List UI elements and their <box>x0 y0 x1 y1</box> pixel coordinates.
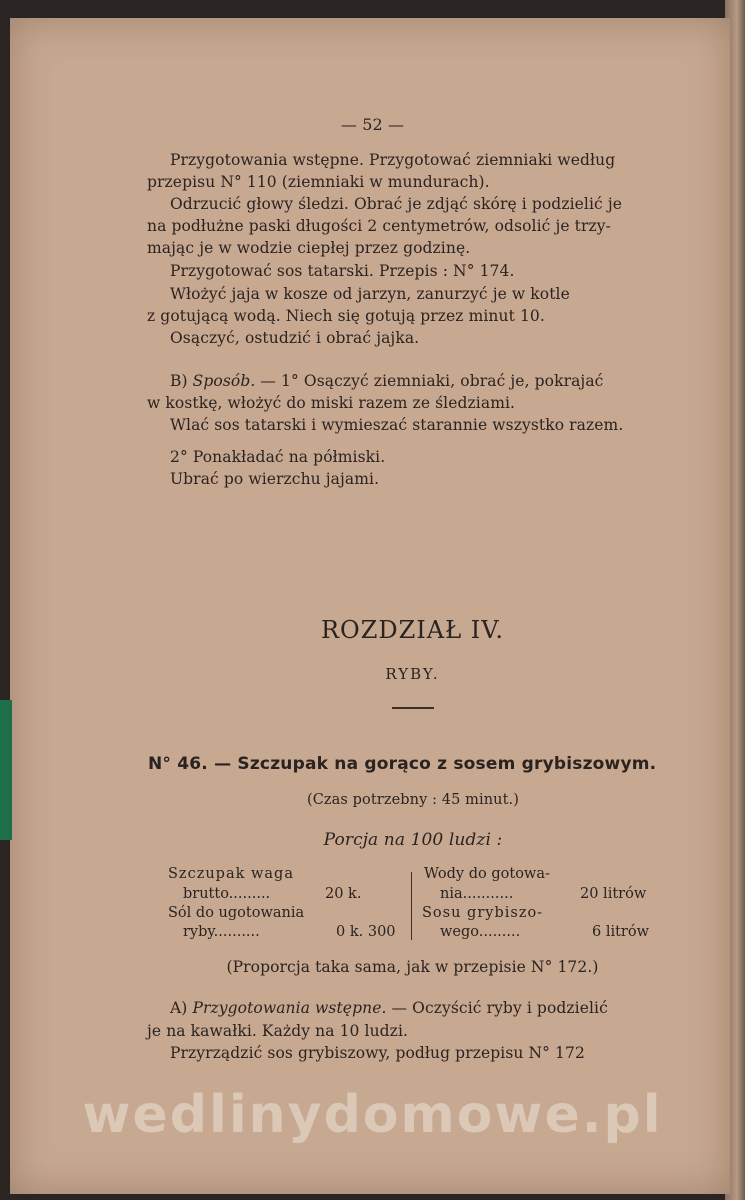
text-line: Osączyć, ostudzić i obrać jajka. <box>170 329 420 347</box>
chapter-subtitle: RYBY. <box>385 665 440 683</box>
ingredient-qty: 0 k. 300 <box>336 924 396 940</box>
method-label: Sposób. <box>192 372 256 390</box>
method-text: — 1° Osączyć ziemniaki, obrać je, pokrajać <box>255 372 604 390</box>
ingredient-qty: 6 litrów <box>592 924 650 940</box>
prep-lead: A) <box>170 999 193 1017</box>
text-line: przepisu N° 110 (ziemniaki w mundurach). <box>147 173 490 191</box>
text-line: je na kawałki. Każdy na 10 ludzi. <box>147 1022 409 1040</box>
green-bookmark-strip <box>0 700 12 840</box>
text-line: Przygotować sos tatarski. Przepis : N° 174. <box>170 262 515 280</box>
chapter-title: ROZDZIAŁ IV. <box>320 616 505 644</box>
ingredient-qty: 20 litrów <box>580 886 647 902</box>
text-line: Włożyć jaja w kosze od jarzyn, zanurzyć je w kotle <box>170 285 570 303</box>
text-line: Wlać sos tatarski i wymieszać starannie wszystko razem. <box>170 416 624 434</box>
prep-line <box>170 998 608 1019</box>
ingredient-name: nia........... <box>440 886 514 902</box>
ingredient-qty: 20 k. <box>325 886 362 902</box>
ingredient-name: Sosu grybiszo- <box>422 905 544 921</box>
text-line: Przyrządzić sos grybiszowy, podług przepisu N° 172 <box>170 1044 585 1062</box>
prep-text: — Oczyścić ryby i podzielić <box>386 999 608 1017</box>
ingredient-name: wego......... <box>440 924 521 940</box>
prep-label: Przygotowania wstępne. <box>192 999 387 1017</box>
text-line: z gotującą wodą. Niech się gotują przez minut 10. <box>147 307 545 325</box>
ingredients-divider <box>411 872 412 940</box>
text-line: mając je w wodzie ciepłej przez godzinę. <box>147 239 471 257</box>
text-line: Przygotowania wstępne. Przygotować ziemniaki według <box>170 151 616 169</box>
portion-heading: Porcja na 100 ludzi : <box>323 830 503 850</box>
ingredient-name: ryby.......... <box>183 924 260 940</box>
text-line: na podłużne paski długości 2 centymetrów, odsolić je trzy- <box>147 217 611 235</box>
text-line: w kostkę, włożyć do miski razem ze śledziami. <box>147 394 516 412</box>
ingredient-name: Szczupak waga <box>168 866 294 882</box>
ingredient-name: brutto......... <box>183 886 271 902</box>
method-line <box>170 371 603 392</box>
ingredient-name: Sól do ugotowania <box>168 905 305 921</box>
ingredient-name: Wody do gotowa- <box>424 866 550 882</box>
page-number: — 52 — <box>340 115 405 134</box>
text-line: 2° Ponakładać na półmiski. <box>170 448 386 466</box>
section-divider <box>392 707 434 709</box>
text-line: Odrzucić głowy śledzi. Obrać je zdjąć skórę i podzielić je <box>170 195 623 213</box>
method-lead: B) <box>170 372 193 390</box>
text-line: Ubrać po wierzchu jajami. <box>170 470 380 488</box>
watermark: wedlinydomowe.pl <box>82 1085 663 1145</box>
proportion-note: (Proporcja taka sama, jak w przepisie N° 172.) <box>226 958 599 976</box>
time-needed: (Czas potrzebny : 45 minut.) <box>306 792 519 808</box>
recipe-heading: N° 46. — Szczupak na gorąco z sosem grybiszowym. <box>148 754 657 774</box>
